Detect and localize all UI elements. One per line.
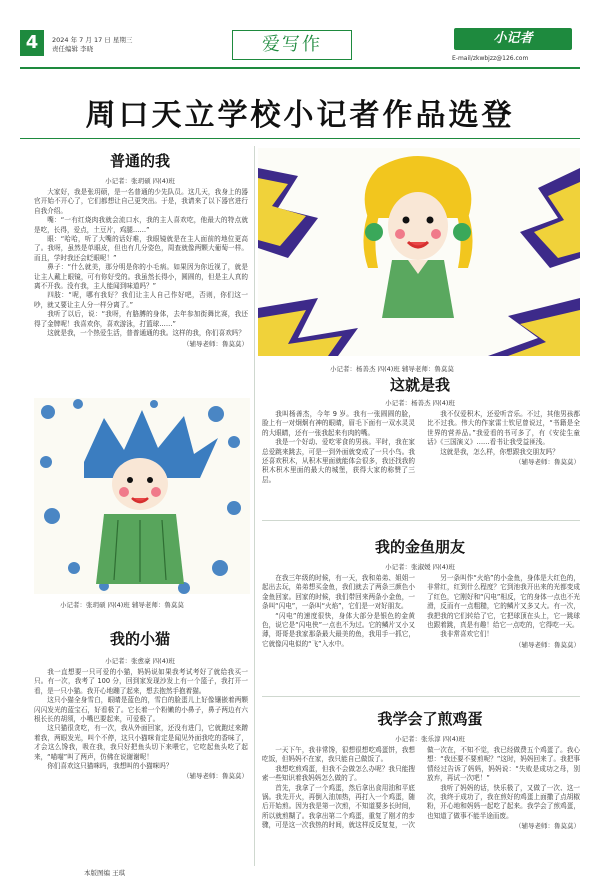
article-title-cat: 我的小猫 <box>109 630 170 648</box>
tutor-credit: （辅导老师：鲁莫莫） <box>515 822 580 831</box>
article-title-thisisme: 这就是我 <box>389 376 450 394</box>
paragraph: 我非常喜欢它们！ <box>440 630 493 639</box>
drawing-girl-on-lightning <box>258 148 580 356</box>
tutor-credit: （辅导老师：鲁莫莫） <box>515 640 580 649</box>
paragraph: 这就是我，怎么样，你想跟我交朋友吗？ <box>440 447 559 456</box>
brand-logo: 小记者 <box>454 28 572 50</box>
paragraph: 我听了以后，说：“我呀，有胳膊的身体，去年参加街舞比赛，我还得了金牌呢！我喜欢你，喜欢游泳，打篮球……” <box>34 310 248 328</box>
article-title-eggs: 我学会了煎鸡蛋 <box>377 710 483 728</box>
editor-in-charge: 责任编辑 李晓 <box>52 45 94 53</box>
page-header <box>0 0 600 80</box>
paragraph: 这只小猫全身雪白，眼睛是蓝色的，雪白的脸蛋儿上好像镶嵌着两颗闪闪发光的蓝宝石，好看极了。它长着一个粉嫩的小鼻子，鼻子两边有六根长长的胡须，小嘴巴要起来，可爱极了。 <box>34 696 248 724</box>
dateline <box>52 36 132 54</box>
article-body-eggs <box>262 746 580 878</box>
page-headline: 周口天立学校小记者作品选登 <box>85 98 515 133</box>
byline-thisisme: 小记者：杨善杰 四(4)班 <box>385 399 455 407</box>
cactus-drawing-illustration <box>34 398 250 594</box>
tutor-credit: （辅导老师：鲁莫莫） <box>183 339 248 348</box>
tutor-credit: （辅导老师：鲁莫莫） <box>515 458 580 467</box>
drawing-caption-top: 小记者：杨善杰 四(4)班 辅导老师：鲁莫莫 <box>330 365 454 373</box>
paragraph: 这只猫很贪吃，有一次，我从外面回家，还没有进门，它就跑过来蹭着我，两眼发光，叫个不停，这只小猫咪肯定是闻见外面我吃的香味了，才会这么馋我，吸在我，我只好把鱼头切下来喂它，它吃起鱼头吃了起来，“喵喵”叫了两声，仿佛在说谢谢呢！ <box>34 724 248 761</box>
paragraph: “闪电”的速度很快，身体大部分是银色的金黄色，说它是“闪电侠”一点也不为过。它的鳞片又小又薄，哥哥是我家那条最大最美的鱼，我用手一抓它，它就像闪电似的“飞”入水中。 <box>262 611 415 648</box>
paragraph: 我想吃煎鸡蛋，但我不会做怎么办呢？我只能搜索一些知识着我妈妈怎么做的了。 <box>262 764 415 783</box>
footer-editor: 本版图编 王琪 <box>84 869 126 877</box>
paragraph: 鼻子：“什么就美，那分明是你的小毛病。如果因为你近视了，就是让主人戴上眼镜，可有你好受的。我虽然长得小，圆圆的，但是主人真的离不开我。没有我，主人能闻到味道吗？” <box>34 263 248 291</box>
paragraph: 我是一个好动、爱吃零食的男孩。平时，我在家总爱跳来跳去，可是一到外面就变成了一只小鸟。我还喜欢积木，从积木里面就能体会很多，我还找我的积木积木里面的最大的城堡，获得大家的称赞了三层。 <box>262 438 415 484</box>
article-body-ordinary <box>34 188 248 356</box>
paragraph: 我不仅爱积木，还爱听音乐。不过，其他男孩都比不过我。伟大的作家雷士钦尼曾说过，“书籍是全世界的营养品。”我爱看的书可多了，有《安徒生童话》《三国演义》……看书让我受益匪浅。 <box>427 410 580 447</box>
paragraph: 首先，我拿了一个鸡蛋，然后拿出食用油和平底锅。我先开火，再倒入油加热，再打入一个鸡蛋，随后开始煎。因为我是第一次煎，不知道要多长时间，所以就煎糊了。我拿出第二个鸡蛋，重复了刚才的步骤，可是这一次我热的时间，就这样反反复复，一次做一次在，不知不觉，我已经做费五个鸡蛋了。我心想：“我还要不要煎呢？”这时，妈妈回来了。我把事情经过告诉了妈妈，妈妈说：“失败是成功之母，别放弃，再试一次吧！” <box>262 746 580 830</box>
girl-drawing-illustration <box>258 148 580 356</box>
tutor-credit: （辅导老师：鲁莫莫） <box>183 772 248 781</box>
paragraph: 我听了妈妈的话，快乐极了，又做了一次、这一次，我终于成功了，我在煎好的鸡蛋上面撒了点胡椒粉，开心地和妈妈一起吃了起来。我学会了煎鸡蛋，也知道了做事不能半途而废。 <box>427 783 580 820</box>
byline-ordinary: 小记者：张玥硕 四(4)班 <box>105 177 175 185</box>
byline-goldfish: 小记者：张淑媛 四(4)班 <box>385 563 455 571</box>
drawing-caption-left: 小记者：张玥硕 四(4)班 辅导老师：鲁莫莫 <box>60 601 184 609</box>
paragraph: 我一直想要一只可爱的小猫，妈妈说如果我考试考好了就给我买一只。有一次，我考了 100 分，回到家发现沙发上有一个篮子，我打开一看，是一只小猫。我开心地蹦了起来，想去抱然手抱着猫。 <box>34 668 248 695</box>
headline-divider <box>20 138 580 139</box>
section-divider <box>262 696 580 697</box>
byline-cat: 小记者：张愈豪 四(4)班 <box>105 657 175 665</box>
page-number: 4 <box>20 30 44 56</box>
article-body-cat <box>34 668 248 852</box>
article-title-goldfish: 我的金鱼朋友 <box>374 538 465 556</box>
article-title-ordinary: 普通的我 <box>109 152 170 170</box>
paragraph: 大家好，我是张玥硕，是一名普通的少先队员。这几天，我身上的器官开始不开心了，它们都想让自己更突出。于是，我请来了以下器官进行自我介绍。 <box>34 188 248 215</box>
paragraph: 这就是我，一个热爱生活，普普通通的我。这样的我，你们喜欢吗？ <box>47 329 245 338</box>
section-divider <box>262 520 580 521</box>
paragraph: 我叫杨善杰，今年 9 岁。我有一张圆圆的脸，脸上有一对炯炯有神的眼睛，眉毛下面有一双水灵灵的大眼睛，还有一张我起来有肉的嘴。 <box>262 410 415 437</box>
article-body-thisisme <box>262 410 580 512</box>
section-title: 爱写作 <box>232 30 352 60</box>
issue-date: 2024 年 7 月 17 日 星期三 <box>52 36 133 44</box>
paragraph: 眼：“哈哈，听了大嘴的话好难，我眼镜就是在主人面前的地位更高了。我呀，虽然是单眼皮，但也有几分姿色，周查就像两颗大葡萄一样。而且，学时我还会眨眼呢！” <box>34 235 248 262</box>
contact-email: E-mail/zkwbjzz@126.com <box>452 55 529 62</box>
header-divider <box>20 67 580 69</box>
byline-eggs: 小记者：张乐淳 四(4)班 <box>395 735 465 743</box>
paragraph: 嘴：“一有红烧肉我就会流口水，我的主人喜欢吃，他最大的特点就是吃，长得，爱点，土豆片，鸡腿……” <box>34 216 248 234</box>
paragraph: 你们喜欢这只猫咪吗，我想叫的小猫咪吗？ <box>47 762 173 771</box>
column-divider <box>254 146 255 866</box>
paragraph: 四肢：“呢，哪有我好？我们让主人自己作好吧，否则，你们这一吵，就又要让主人分一样分离了。” <box>34 291 248 309</box>
paragraph: 在我三年级的时候，有一天，我和弟弟、姐姐一起出去玩，弟弟想买金鱼，我们就去了两条三颜色小金鱼回家。回家的时候，我们带回来两条小金鱼，一条叫“闪电”，一条叫“火焰”，它们是一对好朋友。 <box>262 574 415 611</box>
paragraph: 一天下午，我非常馋，很想很想吃鸡蛋饼，我想吃饭，但妈妈不在家，我只能自己做饭了。 <box>262 746 415 764</box>
paragraph: 另一条叫作“火焰”的小金鱼，身体是大红色的，非常红，红到什么程度？它到池我开出来的光都变成了红色，它刚好和“闪电”相反，它的身体一点也不光滑，反而有一点粗糙，它的鳞片又多又大。有一次，我把我的它们转给了它，它把球顶在头上，它一跳球也跟着跳，真是有趣！给它一点吃的，它得吃一天。 <box>427 574 580 630</box>
article-body-goldfish <box>262 574 580 700</box>
drawing-cactus-girl <box>34 398 250 594</box>
